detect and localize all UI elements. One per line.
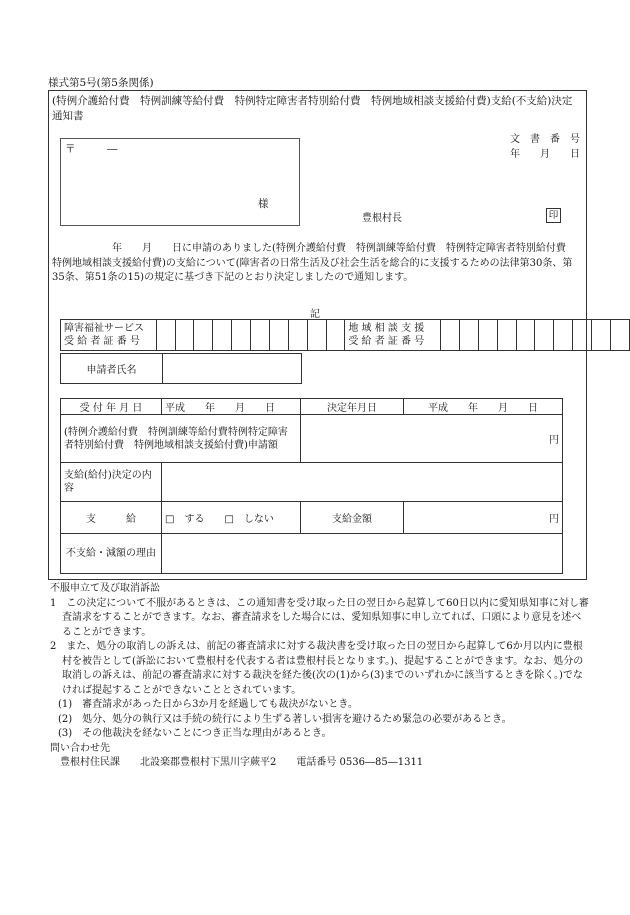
decision-date-label: 決定年月日	[301, 399, 404, 415]
form-number: 様式第5号(第5条関係)	[48, 77, 154, 89]
seal-mark: 印	[546, 208, 561, 223]
note-sub-1: (1) 審査請求があった日から3か月を経過しても裁決がないとき。	[58, 699, 359, 710]
honorific: 様	[258, 198, 269, 210]
applicant-name-label: 申請者氏名	[61, 354, 163, 384]
receipt-date-value: 平成 年 月 日	[162, 399, 301, 415]
ki-heading: 記	[310, 309, 320, 320]
community-cert-label: 地 域 相 談 支 援 受 給 者 証 番 号	[345, 320, 441, 351]
decision-content-label: 支給(給付)決定の内容	[61, 463, 162, 502]
notes-heading: 不服申立て及び取消訴訟	[50, 583, 160, 594]
note-item-2: 2 また、処分の取消しの訴えは、前記の審査請求に対する裁決書を受け取った日の翌日から起算して6か月以内に豊根村を被告として(訴訟において豊根村を代表する者は豊根村長となります。)、提起することができます。なお、処分の取消しの訴えは、前記の審査請求に対する裁決を経た後(次の(1)から(3)までのいずれかに該当するときを除く。)でなければ提起することができないこととされています。	[50, 641, 584, 696]
notes-section	[50, 582, 590, 771]
payment-amount-label: 支給金額	[301, 502, 404, 534]
document-number: 文 書 番 号	[510, 134, 580, 145]
decision-content-value	[162, 463, 563, 502]
document-date: 年 月 日	[510, 149, 580, 160]
note-sub-2: (2) 処分、処分の執行又は手続の続行により生ずる著しい損害を避けるため緊急の必要があるとき。	[58, 713, 512, 725]
document-title: (特例介護給付費 特例訓練等給付費 特例特定障害者特別給付費 特例地域相談支援給付費)支給(不支給)決定通知書	[52, 95, 573, 122]
document-number-block	[510, 132, 580, 162]
inquiry-heading: 問い合わせ先	[50, 742, 110, 754]
payment-options: □ する □ しない	[162, 502, 301, 534]
request-amount-label: (特例介護給付費 特例訓練等給付費特例特定障害者特別給付費 特例地域相談支援給付費)申請額	[61, 415, 301, 463]
refusal-reason-value	[162, 534, 563, 574]
note-sub-3: (3) その他裁決を経ないことにつき正当な理由があるとき。	[58, 728, 332, 739]
decision-table	[60, 398, 563, 574]
decision-date-value: 平成 年 月 日	[404, 399, 563, 415]
applicant-name-value	[163, 354, 302, 384]
welfare-cert-label: 障害福祉サービス 受 給 者 証 番 号	[61, 320, 157, 351]
applicant-table	[60, 353, 302, 384]
postal-code: 〒 ―	[65, 143, 118, 155]
issuer: 豊根村長	[362, 213, 402, 224]
body-text: 年 月 日に申請のありました(特例介護給付費 特例訓練等給付費 特例特定障害者特別給付費 特例地域相談支援給付費)の支給について(障害者の日常生活及び社会生活を総合的に支援するための法律第30条、第35条、第51条の15)の規定に基づき下記のとおり決定しましたので通知します。	[52, 243, 576, 283]
payment-amount-value: 円	[404, 502, 563, 534]
refusal-reason-label: 不支給・減額の理由	[61, 534, 162, 574]
note-item-1: 1 この決定について不服があるときは、この通知書を受け取った日の翌日から起算して60日以内に愛知県知事に対し審査請求をすることができます。なお、審査請求をした場合には、愛知県知事に申し立てれば、口頭により意見を述べることができます。	[50, 597, 589, 638]
payment-label: 支 給	[61, 502, 162, 534]
request-amount-value: 円	[301, 415, 563, 463]
certificate-number-table	[60, 319, 630, 351]
contact-info: 豊根村住民課 北設楽郡豊根村下黒川字蕨平2 電話番号 0536―85―1311	[50, 757, 424, 768]
receipt-date-label: 受 付 年 月 日	[61, 399, 162, 415]
